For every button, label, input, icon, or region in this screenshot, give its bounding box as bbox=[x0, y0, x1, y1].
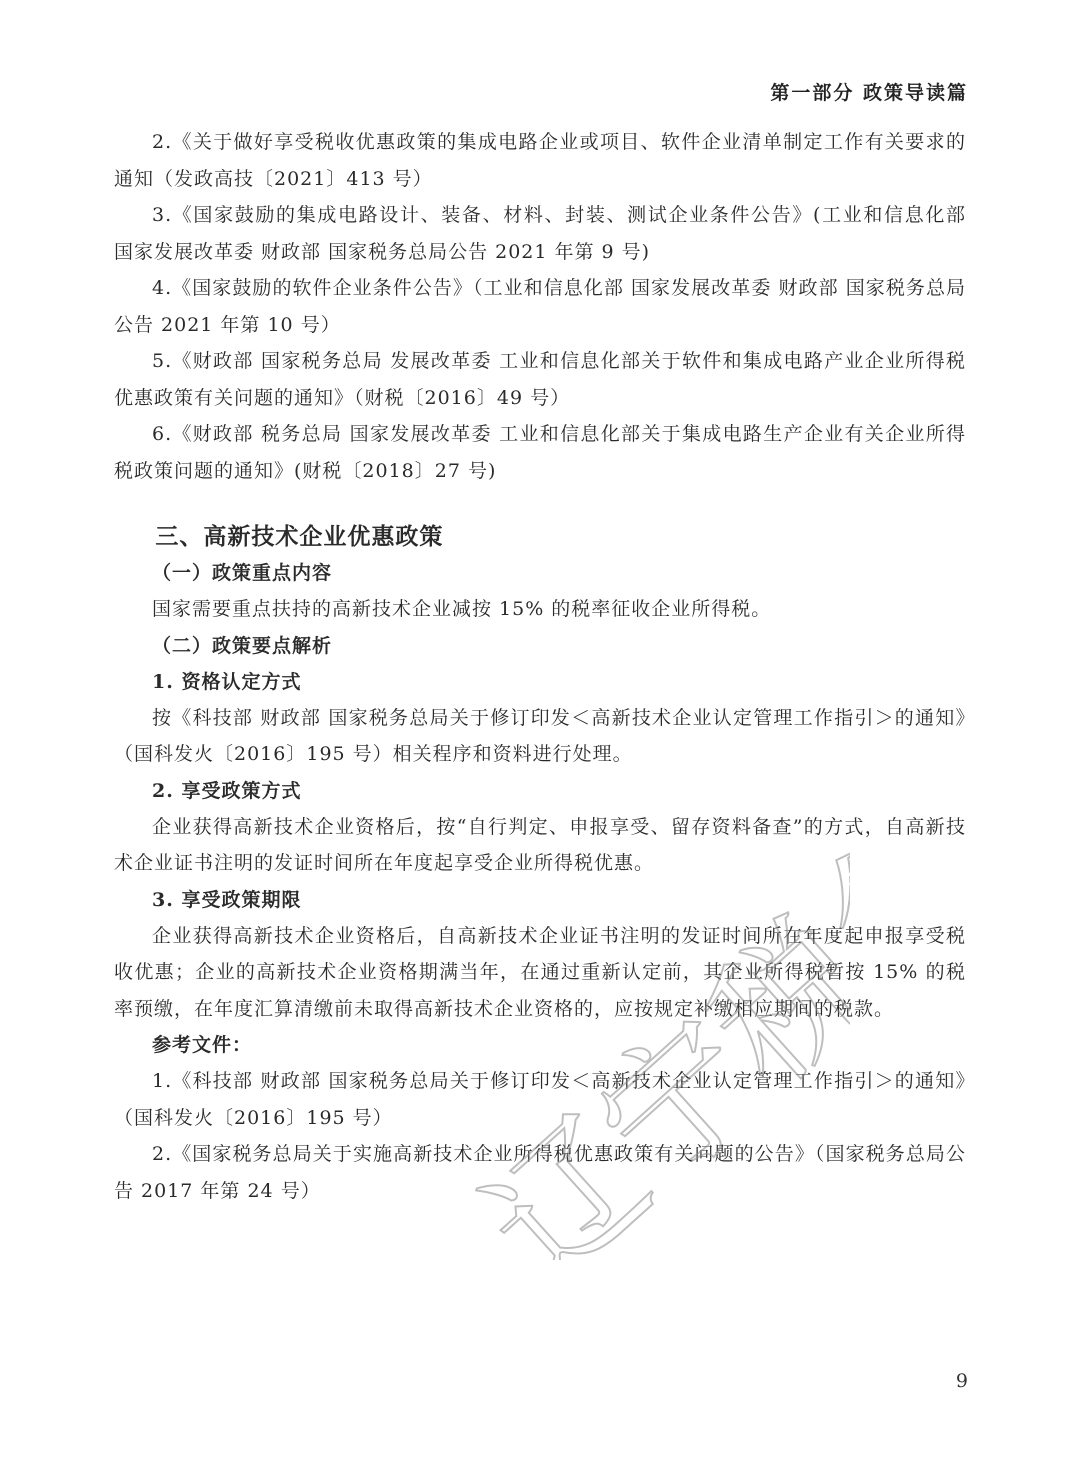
item-heading: 1. 资格认定方式 bbox=[152, 670, 302, 693]
reference-item: 6.《财政部 税务总局 国家发展改革委 工业和信息化部关于集成电路生产企业有关企业所得税政策问题的通知》(财税〔2018〕27 号) bbox=[114, 423, 966, 482]
subsection-heading: （二）政策要点解析 bbox=[152, 634, 333, 657]
references-heading: 参考文件： bbox=[152, 1034, 253, 1056]
body-paragraph: 按《科技部 财政部 国家税务总局关于修订印发＜高新技术企业认定管理工作指引＞的通知》（国科发火〔2016〕195 号）相关程序和资料进行处理。 bbox=[114, 706, 966, 765]
reference-item: 1.《科技部 财政部 国家税务总局关于修订印发＜高新技术企业认定管理工作指引＞的通知》（国科发火〔2016〕195 号） bbox=[114, 1070, 966, 1129]
page-number: 9 bbox=[955, 1370, 968, 1392]
reference-item: 2.《关于做好享受税收优惠政策的集成电路企业或项目、软件企业清单制定工作有关要求的通知（发政高技〔2021〕413 号） bbox=[114, 131, 966, 190]
body-paragraph: 企业获得高新技术企业资格后，按“自行判定、申报享受、留存资料备查”的方式，自高新技术企业证书注明的发证时间所在年度起享受企业所得税优惠。 bbox=[114, 815, 966, 874]
running-header: 第一部分 政策导读篇 bbox=[770, 82, 968, 104]
reference-item: 5.《财政部 国家税务总局 发展改革委 工业和信息化部关于软件和集成电路产业企业所得税优惠政策有关问题的通知》（财税〔2016〕49 号） bbox=[114, 350, 966, 409]
subsection-heading: （一）政策重点内容 bbox=[152, 562, 333, 584]
reference-item: 3.《国家鼓励的集成电路设计、装备、材料、封装、测试企业条件公告》(工业和信息化部 国家发展改革委 财政部 国家税务总局公告 2021 年第 9 号) bbox=[114, 204, 966, 263]
item-heading: 3. 享受政策期限 bbox=[152, 888, 302, 911]
reference-item: 2.《国家税务总局关于实施高新技术企业所得税优惠政策有关问题的公告》（国家税务总局公告 2017 年第 24 号） bbox=[114, 1143, 966, 1202]
body-paragraph: 企业获得高新技术企业资格后，自高新技术企业证书注明的发证时间所在年度起申报享受税收优惠；企业的高新技术企业资格期满当年，在通过重新认定前，其企业所得税暂按 15% 的税率预缴，在年度汇算清缴前未取得高新技术企业资格的，应按规定补缴相应期间的税款。 bbox=[114, 924, 966, 1020]
item-heading: 2. 享受政策方式 bbox=[152, 779, 302, 802]
reference-item: 4.《国家鼓励的软件企业条件公告》（工业和信息化部 国家发展改革委 财政部 国家税务总局公告 2021 年第 10 号） bbox=[114, 277, 966, 336]
section-heading: 三、高新技术企业优惠政策 bbox=[155, 524, 444, 550]
body-paragraph: 国家需要重点扶持的高新技术企业减按 15% 的税率征收企业所得税。 bbox=[152, 598, 772, 620]
watermark-text: 辽宁税务 bbox=[454, 786, 850, 1260]
page-content bbox=[114, 124, 966, 1209]
